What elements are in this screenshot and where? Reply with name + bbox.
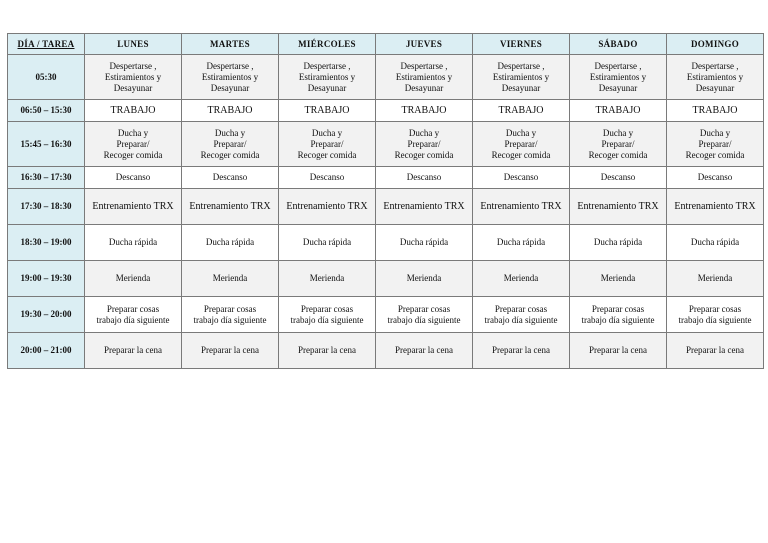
task-cell: Preparar cosas trabajo día siguiente <box>85 297 182 333</box>
task-cell: Ducha rápida <box>85 225 182 261</box>
task-cell: Merienda <box>570 261 667 297</box>
task-cell: Ducha y Preparar/ Recoger comida <box>279 122 376 167</box>
task-cell: Ducha y Preparar/ Recoger comida <box>570 122 667 167</box>
time-cell: 16:30 – 17:30 <box>8 167 85 189</box>
task-cell: TRABAJO <box>667 100 764 122</box>
task-cell: TRABAJO <box>279 100 376 122</box>
task-cell: Preparar cosas trabajo día siguiente <box>473 297 570 333</box>
time-cell: 19:30 – 20:00 <box>8 297 85 333</box>
task-cell: Merienda <box>85 261 182 297</box>
time-cell: 18:30 – 19:00 <box>8 225 85 261</box>
task-cell: Entrenamiento TRX <box>279 189 376 225</box>
task-cell: Despertarse , Estiramientos y Desayunar <box>279 55 376 100</box>
task-cell: Descanso <box>376 167 473 189</box>
day-header-jueves: JUEVES <box>376 34 473 55</box>
time-cell: 19:00 – 19:30 <box>8 261 85 297</box>
time-cell: 15:45 – 16:30 <box>8 122 85 167</box>
table-row <box>8 100 764 122</box>
task-cell: Entrenamiento TRX <box>85 189 182 225</box>
task-cell: Descanso <box>279 167 376 189</box>
task-cell: Ducha y Preparar/ Recoger comida <box>376 122 473 167</box>
task-cell: Preparar la cena <box>473 333 570 369</box>
task-cell: Preparar la cena <box>182 333 279 369</box>
task-cell: Entrenamiento TRX <box>182 189 279 225</box>
task-cell: Descanso <box>85 167 182 189</box>
task-cell: Merienda <box>279 261 376 297</box>
task-cell: Preparar cosas trabajo día siguiente <box>182 297 279 333</box>
task-cell: Ducha y Preparar/ Recoger comida <box>85 122 182 167</box>
task-cell: Despertarse , Estiramientos y Desayunar <box>182 55 279 100</box>
task-cell: TRABAJO <box>473 100 570 122</box>
task-cell: Despertarse , Estiramientos y Desayunar <box>570 55 667 100</box>
time-cell: 20:00 – 21:00 <box>8 333 85 369</box>
task-cell: Entrenamiento TRX <box>376 189 473 225</box>
task-cell: Ducha rápida <box>667 225 764 261</box>
task-cell: Preparar la cena <box>279 333 376 369</box>
day-header-domingo: DOMINGO <box>667 34 764 55</box>
time-cell: 05:30 <box>8 55 85 100</box>
header-row <box>8 34 764 55</box>
task-cell: Preparar cosas trabajo día siguiente <box>570 297 667 333</box>
table-row <box>8 122 764 167</box>
task-cell: Descanso <box>667 167 764 189</box>
task-cell: Ducha rápida <box>570 225 667 261</box>
task-cell: Entrenamiento TRX <box>570 189 667 225</box>
task-cell: Entrenamiento TRX <box>667 189 764 225</box>
table-row <box>8 167 764 189</box>
day-header-viernes: VIERNES <box>473 34 570 55</box>
task-cell: Entrenamiento TRX <box>473 189 570 225</box>
task-cell: Preparar cosas trabajo día siguiente <box>667 297 764 333</box>
task-cell: Descanso <box>570 167 667 189</box>
task-cell: Preparar la cena <box>667 333 764 369</box>
task-cell: Despertarse , Estiramientos y Desayunar <box>667 55 764 100</box>
task-cell: Despertarse , Estiramientos y Desayunar <box>85 55 182 100</box>
day-header-martes: MARTES <box>182 34 279 55</box>
task-cell: Ducha rápida <box>376 225 473 261</box>
task-cell: Merienda <box>376 261 473 297</box>
task-cell: Preparar cosas trabajo día siguiente <box>376 297 473 333</box>
task-cell: Merienda <box>667 261 764 297</box>
task-cell: Preparar la cena <box>376 333 473 369</box>
task-cell: Preparar la cena <box>570 333 667 369</box>
day-header-miercoles: MIÉRCOLES <box>279 34 376 55</box>
time-cell: 06:50 – 15:30 <box>8 100 85 122</box>
task-cell: TRABAJO <box>85 100 182 122</box>
table-row <box>8 297 764 333</box>
task-cell: TRABAJO <box>182 100 279 122</box>
task-cell: Despertarse , Estiramientos y Desayunar <box>376 55 473 100</box>
table-row <box>8 55 764 100</box>
task-cell: Merienda <box>182 261 279 297</box>
task-cell: Despertarse , Estiramientos y Desayunar <box>473 55 570 100</box>
corner-header: DÍA / TAREA <box>8 34 85 55</box>
task-cell: Merienda <box>473 261 570 297</box>
task-cell: Ducha rápida <box>279 225 376 261</box>
day-header-lunes: LUNES <box>85 34 182 55</box>
time-cell: 17:30 – 18:30 <box>8 189 85 225</box>
table-row <box>8 225 764 261</box>
weekly-schedule-table <box>7 33 764 369</box>
day-header-sabado: SÁBADO <box>570 34 667 55</box>
table-row <box>8 189 764 225</box>
table-row <box>8 261 764 297</box>
table-row <box>8 333 764 369</box>
task-cell: Descanso <box>473 167 570 189</box>
task-cell: Preparar cosas trabajo día siguiente <box>279 297 376 333</box>
task-cell: Descanso <box>182 167 279 189</box>
task-cell: Ducha rápida <box>473 225 570 261</box>
task-cell: Ducha y Preparar/ Recoger comida <box>473 122 570 167</box>
task-cell: TRABAJO <box>570 100 667 122</box>
task-cell: TRABAJO <box>376 100 473 122</box>
task-cell: Ducha y Preparar/ Recoger comida <box>667 122 764 167</box>
task-cell: Preparar la cena <box>85 333 182 369</box>
task-cell: Ducha y Preparar/ Recoger comida <box>182 122 279 167</box>
task-cell: Ducha rápida <box>182 225 279 261</box>
